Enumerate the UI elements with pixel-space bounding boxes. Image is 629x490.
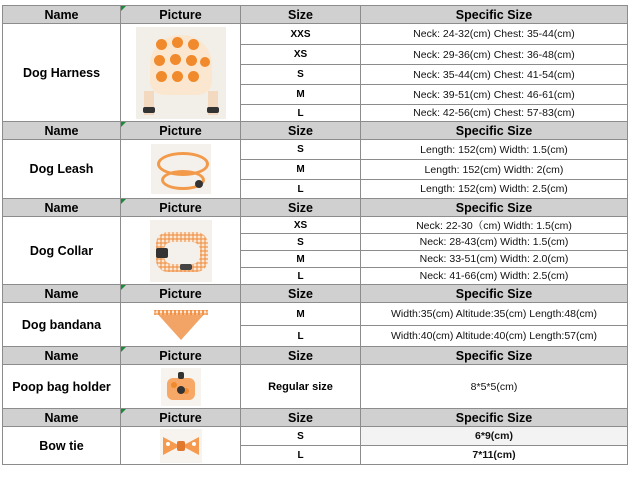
product-name: Poop bag holder (3, 365, 121, 409)
poop-bag-holder-photo (121, 365, 241, 409)
header-spec: Specific Size (361, 6, 628, 24)
spec-cell: Neck: 28-43(cm) Width: 1.5(cm) (361, 234, 628, 251)
size-cell: XS (241, 217, 361, 234)
header-name: Name (3, 285, 121, 303)
spec-cell: Width:40(cm) Altitude:40(cm) Length:57(cm) (361, 326, 628, 347)
product-name: Dog Leash (3, 140, 121, 199)
header-row (3, 347, 628, 365)
header-size: Size (241, 409, 361, 427)
spec-cell: Neck: 42-56(cm) Chest: 57-83(cm) (361, 105, 628, 122)
header-row (3, 409, 628, 427)
spec-cell: Length: 152(cm) Width: 2.5(cm) (361, 180, 628, 199)
spec-cell: Neck: 33-51(cm) Width: 2.0(cm) (361, 251, 628, 268)
bandana-photo (121, 303, 241, 347)
header-picture: Picture (121, 199, 241, 217)
size-cell: L (241, 268, 361, 285)
size-cell: M (241, 251, 361, 268)
spec-cell: Neck: 35-44(cm) Chest: 41-54(cm) (361, 65, 628, 85)
table-row (3, 217, 628, 234)
size-cell: L (241, 326, 361, 347)
harness-photo (121, 24, 241, 122)
size-cell: XS (241, 45, 361, 65)
header-spec: Specific Size (361, 199, 628, 217)
header-size: Size (241, 199, 361, 217)
table-row (3, 365, 628, 409)
spec-cell: Neck: 39-51(cm) Chest: 46-61(cm) (361, 85, 628, 105)
size-cell: L (241, 446, 361, 465)
size-cell: M (241, 303, 361, 326)
header-picture: Picture (121, 409, 241, 427)
product-name: Dog Collar (3, 217, 121, 285)
header-spec: Specific Size (361, 122, 628, 140)
size-cell: S (241, 427, 361, 446)
size-cell: L (241, 105, 361, 122)
spec-cell: Neck: 41-66(cm) Width: 2.5(cm) (361, 268, 628, 285)
table-row (3, 303, 628, 326)
spec-cell: Neck: 24-32(cm) Chest: 35-44(cm) (361, 24, 628, 45)
header-spec: Specific Size (361, 285, 628, 303)
header-size: Size (241, 6, 361, 24)
header-spec: Specific Size (361, 409, 628, 427)
table-row (3, 140, 628, 160)
spec-cell: Width:35(cm) Altitude:35(cm) Length:48(cm) (361, 303, 628, 326)
header-size: Size (241, 122, 361, 140)
table-row (3, 427, 628, 446)
header-size: Size (241, 285, 361, 303)
header-row (3, 122, 628, 140)
size-table (2, 5, 628, 465)
header-name: Name (3, 6, 121, 24)
size-chart (2, 5, 627, 465)
product-name: Bow tie (3, 427, 121, 465)
spec-cell: Length: 152(cm) Width: 1.5(cm) (361, 140, 628, 160)
size-cell: Regular size (241, 365, 361, 409)
header-size: Size (241, 347, 361, 365)
header-picture: Picture (121, 347, 241, 365)
header-picture: Picture (121, 122, 241, 140)
product-name: Dog Harness (3, 24, 121, 122)
header-name: Name (3, 409, 121, 427)
bow-tie-photo (121, 427, 241, 465)
leash-photo (121, 140, 241, 199)
size-cell: L (241, 180, 361, 199)
spec-cell: 7*11(cm) (361, 446, 628, 465)
header-picture: Picture (121, 285, 241, 303)
header-spec: Specific Size (361, 347, 628, 365)
size-cell: S (241, 65, 361, 85)
size-cell: S (241, 234, 361, 251)
size-cell: S (241, 140, 361, 160)
size-cell: M (241, 160, 361, 180)
table-row (3, 24, 628, 45)
size-cell: M (241, 85, 361, 105)
header-name: Name (3, 199, 121, 217)
spec-cell: 8*5*5(cm) (361, 365, 628, 409)
header-name: Name (3, 347, 121, 365)
header-row (3, 285, 628, 303)
header-row (3, 199, 628, 217)
header-picture: Picture (121, 6, 241, 24)
spec-cell: 6*9(cm) (361, 427, 628, 446)
header-name: Name (3, 122, 121, 140)
size-cell: XXS (241, 24, 361, 45)
spec-cell: Neck: 22-30（cm) Width: 1.5(cm) (361, 217, 628, 234)
product-name: Dog bandana (3, 303, 121, 347)
spec-cell: Length: 152(cm) Width: 2(cm) (361, 160, 628, 180)
spec-cell: Neck: 29-36(cm) Chest: 36-48(cm) (361, 45, 628, 65)
collar-photo (121, 217, 241, 285)
header-row (3, 6, 628, 24)
